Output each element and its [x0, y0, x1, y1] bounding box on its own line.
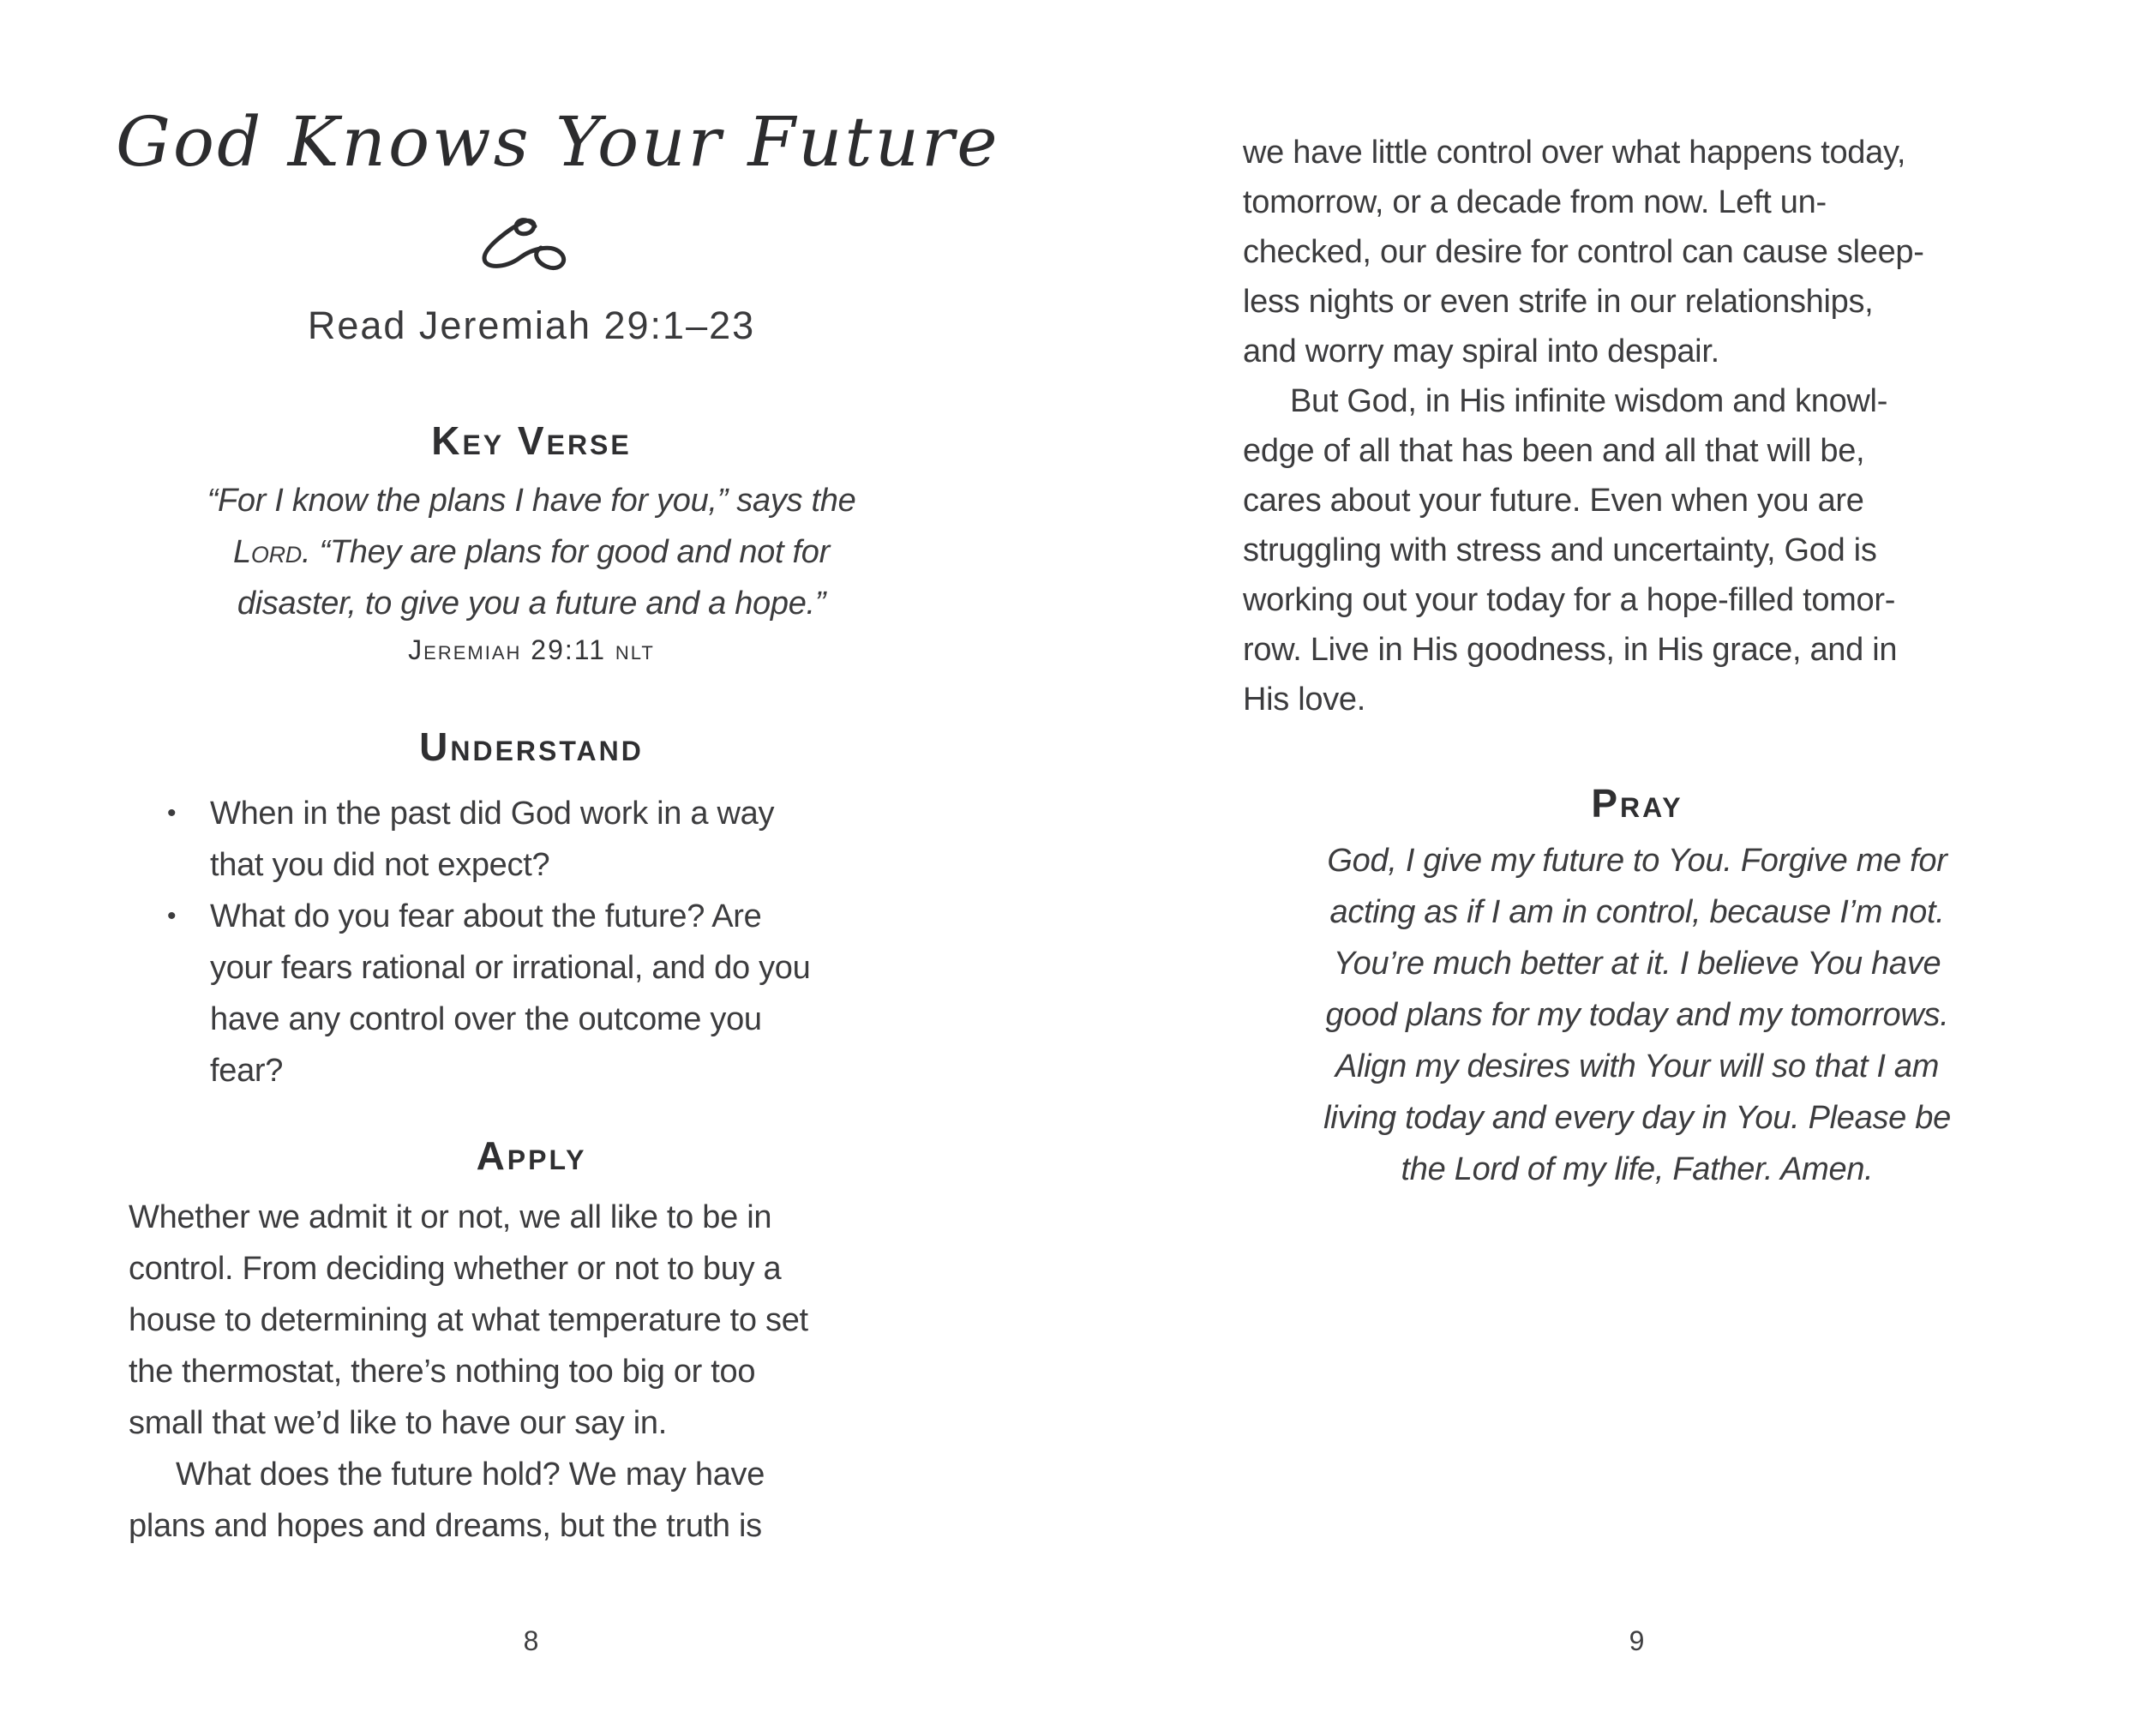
body-line: Whether we admit it or not, we all like to be in	[129, 1199, 772, 1235]
bullet-line: fear?	[210, 1053, 284, 1089]
page-number-left: 8	[523, 1625, 540, 1656]
bullet-marker: •	[167, 902, 177, 930]
verse-attribution: Jeremiah 29:11 nlt	[408, 634, 655, 665]
understand-bullet-list	[129, 788, 960, 1096]
body-line: cares about your future. Even when you are	[1243, 483, 1864, 519]
prayer-line: You’re much better at it. I believe You have	[1333, 946, 1941, 982]
flourish-ornament-icon	[473, 214, 576, 286]
bullet-line: What do you fear about the future? Are	[210, 898, 762, 934]
body-line: checked, our desire for control can cause sleep-	[1243, 234, 1924, 270]
body-line: row. Live in His goodness, in His grace, and in	[1243, 632, 1898, 668]
verse-line: Lord. “They are plans for good and not for	[233, 534, 830, 570]
body-line: working out your today for a hope-filled tomor-	[1243, 582, 1896, 618]
body-line: edge of all that has been and all that will be,	[1243, 433, 1865, 469]
verse-line: “For I know the plans I have for you,” says the	[207, 483, 856, 519]
key-verse-heading: Key Verse	[431, 418, 632, 463]
body-line: the thermostat, there’s nothing too big or too	[129, 1354, 756, 1390]
body-line: small that we’d like to have our say in.	[129, 1405, 667, 1441]
understand-heading: Understand	[419, 724, 644, 769]
apply-paragraph-1	[129, 1192, 960, 1449]
body-line: house to determining at what temperature to set	[129, 1302, 808, 1338]
bullet-line: your fears rational or irrational, and do you	[210, 950, 811, 986]
body-line: What does the future hold? We may have	[176, 1457, 765, 1493]
prayer-line: acting as if I am in control, because I’m not.	[1329, 894, 1945, 930]
scripture-reading-line: Read Jeremiah 29:1–23	[307, 303, 756, 347]
body-line: and worry may spiral into despair.	[1243, 333, 1719, 369]
prayer-line: Align my desires with Your will so that I am	[1335, 1048, 1940, 1084]
bullet-line: have any control over the outcome you	[210, 1001, 762, 1037]
prayer-line: good plans for my today and my tomorrows.	[1325, 997, 1949, 1033]
bullet-line: that you did not expect?	[210, 847, 550, 883]
bullet-line: When in the past did God work in a way	[210, 796, 775, 832]
body-line: His love.	[1243, 682, 1366, 718]
right-page	[1077, 0, 2154, 1736]
chapter-title: God Knows Your Future	[116, 102, 1000, 182]
bullet-marker: •	[167, 799, 177, 827]
prayer-line: the Lord of my life, Father. Amen.	[1401, 1151, 1874, 1187]
page-number-right: 9	[1629, 1625, 1646, 1656]
body-paragraph-1	[1243, 128, 2031, 376]
prayer-line: God, I give my future to You. Forgive me for	[1327, 843, 1947, 879]
bullet-item	[129, 891, 960, 1096]
body-line: less nights or even strife in our relationships,	[1243, 284, 1874, 320]
body-line: tomorrow, or a decade from now. Left un-	[1243, 184, 1827, 220]
body-line: control. From deciding whether or not to buy a	[129, 1251, 782, 1287]
body-line: But God, in His infinite wisdom and knowl-	[1290, 383, 1888, 419]
key-verse-text	[116, 475, 947, 629]
apply-paragraph-2	[129, 1449, 960, 1552]
prayer-text	[1243, 835, 2031, 1195]
body-line: struggling with stress and uncertainty, God is	[1243, 532, 1877, 568]
body-paragraph-2	[1243, 376, 2031, 724]
bullet-item	[129, 788, 960, 891]
apply-heading: Apply	[476, 1133, 587, 1178]
verse-line: disaster, to give you a future and a hope.”	[237, 586, 826, 622]
pray-heading: Pray	[1591, 781, 1683, 826]
body-line: we have little control over what happens today,	[1243, 135, 1906, 171]
prayer-line: living today and every day in You. Please be	[1323, 1100, 1951, 1136]
body-line: plans and hopes and dreams, but the truth is	[129, 1508, 762, 1544]
lord-small-caps: Lord.	[233, 534, 311, 570]
